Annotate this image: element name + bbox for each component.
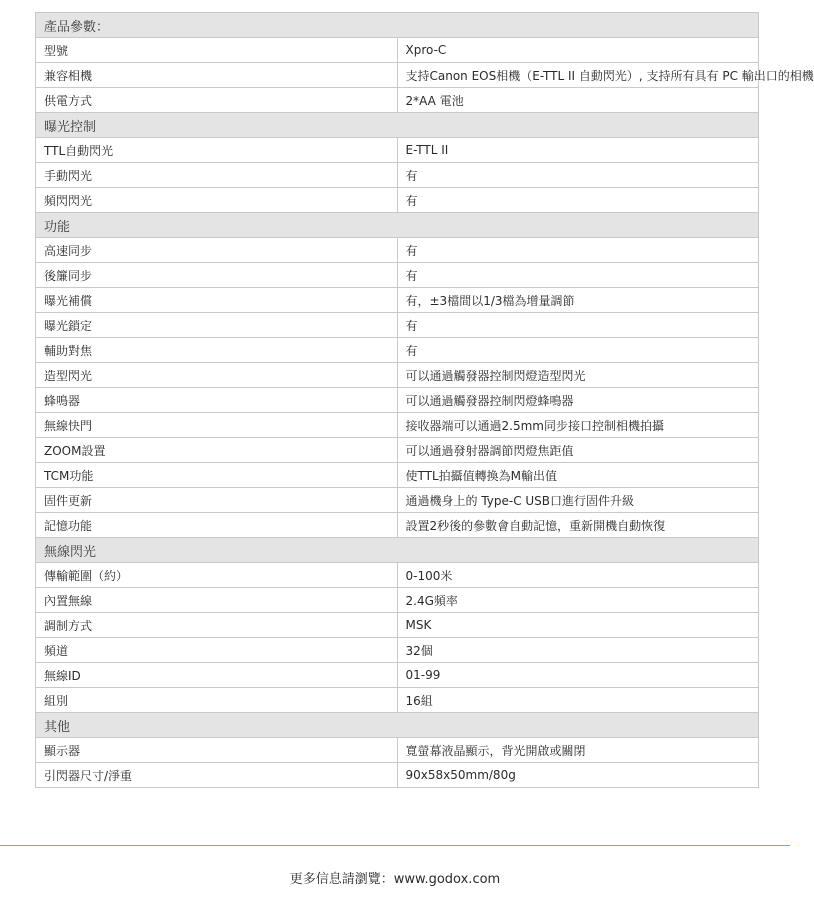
spec-value: 90x58x50mm/80g: [397, 763, 759, 788]
spec-label: 輔助對焦: [36, 338, 398, 363]
spec-row: [36, 363, 759, 388]
spec-value: 0-100米: [397, 563, 759, 588]
spec-table: [35, 12, 814, 788]
spec-value: 可以通過觸發器控制閃燈蜂鳴器: [397, 388, 759, 413]
spec-label: 供電方式: [36, 88, 398, 113]
spec-label: 無線ID: [36, 663, 398, 688]
spec-value: 有: [397, 313, 759, 338]
spec-label: 兼容相機: [36, 63, 398, 88]
section-header-row: [36, 713, 759, 738]
spec-row: [36, 388, 759, 413]
section-title: 無線閃光: [36, 538, 759, 563]
spec-value: 2.4G頻率: [397, 588, 759, 613]
spec-value: 通過機身上的 Type-C USB口進行固件升級: [397, 488, 759, 513]
spec-row: [36, 63, 759, 88]
section-title: 其他: [36, 713, 759, 738]
spec-value: 有: [397, 263, 759, 288]
spec-label: 型號: [36, 38, 398, 63]
footer-website-text: 更多信息請瀏覽：www.godox.com: [289, 872, 501, 887]
spec-label: 曝光鎖定: [36, 313, 398, 338]
section-header-row: [36, 213, 759, 238]
spec-label: 組別: [36, 688, 398, 713]
spec-row: [36, 588, 759, 613]
spec-label: 蜂鳴器: [36, 388, 398, 413]
spec-value: 有: [397, 188, 759, 213]
spec-row: [36, 163, 759, 188]
spec-value: 支持Canon EOS相機（E-TTL II 自動閃光）, 支持所有具有 PC 輸出口的相機: [397, 63, 759, 88]
spec-value: 2*AA 電池: [397, 88, 759, 113]
spec-label: TTL自動閃光: [36, 138, 398, 163]
spec-row: [36, 238, 759, 263]
spec-table-body: [36, 13, 814, 788]
spec-row: [36, 263, 759, 288]
spec-row: [36, 338, 759, 363]
spec-label: 造型閃光: [36, 363, 398, 388]
section-header-row: [36, 13, 759, 38]
spec-value: 可以通過觸發器控制閃燈造型閃光: [397, 363, 759, 388]
spec-row: [36, 638, 759, 663]
spec-label: 頻閃閃光: [36, 188, 398, 213]
spec-value: 接收器端可以通過2.5mm同步接口控制相機拍攝: [397, 413, 759, 438]
spec-row: [36, 613, 759, 638]
section-header-row: [36, 538, 759, 563]
spec-value: 01-99: [397, 663, 759, 688]
section-title: 曝光控制: [36, 113, 759, 138]
section-title: 產品參數：: [36, 13, 759, 38]
spec-row: [36, 688, 759, 713]
spec-row: [36, 763, 759, 788]
spec-row: [36, 663, 759, 688]
spec-label: 固件更新: [36, 488, 398, 513]
spec-label: 曝光補償: [36, 288, 398, 313]
spec-row: [36, 313, 759, 338]
spec-value: 設置2秒後的參數會自動記憶，重新開機自動恢復: [397, 513, 759, 538]
spec-label: 後簾同步: [36, 263, 398, 288]
spec-label: 顯示器: [36, 738, 398, 763]
spec-row: [36, 488, 759, 513]
spec-row: [36, 38, 759, 63]
section-title: 功能: [36, 213, 759, 238]
spec-label: ZOOM設置: [36, 438, 398, 463]
spec-row: [36, 413, 759, 438]
spec-label: 手動閃光: [36, 163, 398, 188]
spec-value: MSK: [397, 613, 759, 638]
spec-row: [36, 738, 759, 763]
spec-row: [36, 288, 759, 313]
spec-label: 頻道: [36, 638, 398, 663]
spec-value: 寬螢幕液晶顯示，背光開啟或關閉: [397, 738, 759, 763]
spec-row: [36, 463, 759, 488]
spec-row: [36, 188, 759, 213]
spec-label: TCM功能: [36, 463, 398, 488]
spec-row: [36, 138, 759, 163]
spec-row: [36, 438, 759, 463]
spec-label: 高速同步: [36, 238, 398, 263]
spec-value: E-TTL II: [397, 138, 759, 163]
footer-divider: [0, 845, 790, 846]
spec-label: 無線快門: [36, 413, 398, 438]
spec-value: 32個: [397, 638, 759, 663]
spec-value: 可以通過發射器調節閃燈焦距值: [397, 438, 759, 463]
spec-value: 有，±3檔間以1/3檔為增量調節: [397, 288, 759, 313]
spec-value: 16組: [397, 688, 759, 713]
section-header-row: [36, 113, 759, 138]
spec-row: [36, 88, 759, 113]
spec-label: 調制方式: [36, 613, 398, 638]
spec-label: 引閃器尺寸/淨重: [36, 763, 398, 788]
spec-value: 有: [397, 163, 759, 188]
spec-label: 內置無線: [36, 588, 398, 613]
spec-value: Xpro-C: [397, 38, 759, 63]
spec-row: [36, 563, 759, 588]
spec-label: 傳輸範圍（約）: [36, 563, 398, 588]
spec-value: 使TTL拍攝值轉換為M輸出值: [397, 463, 759, 488]
spec-label: 記憶功能: [36, 513, 398, 538]
spec-row: [36, 513, 759, 538]
spec-value: 有: [397, 238, 759, 263]
spec-value: 有: [397, 338, 759, 363]
